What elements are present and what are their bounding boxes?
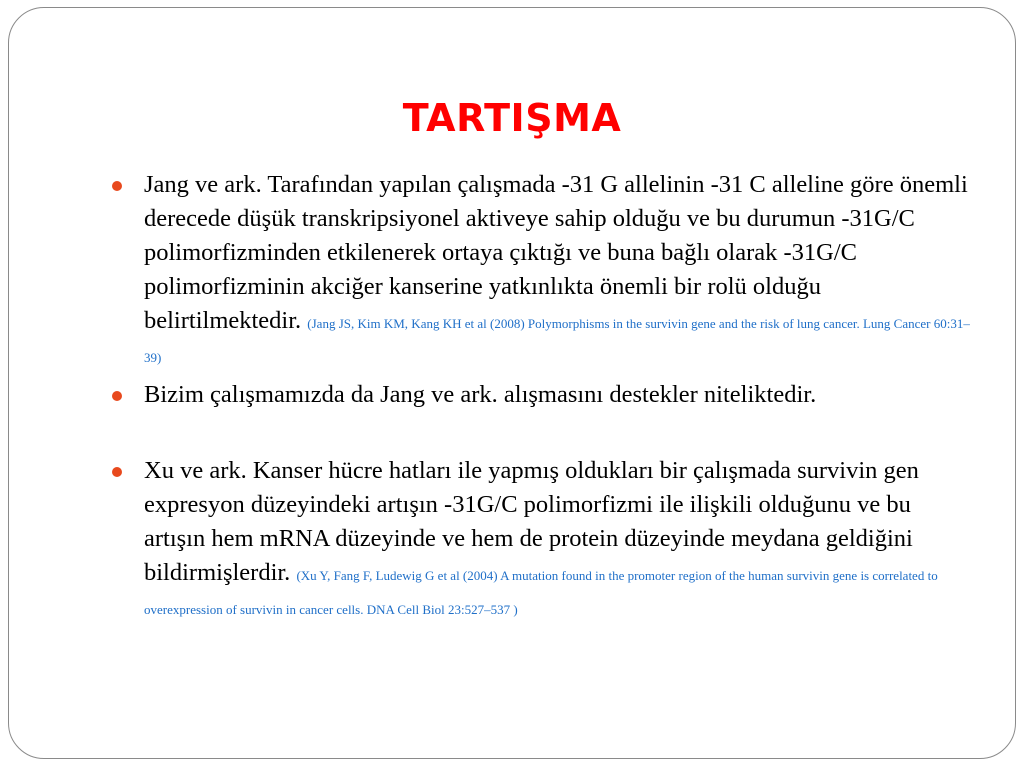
bullet-dot-icon — [112, 391, 122, 401]
bullet-list — [112, 168, 970, 630]
bullet-item-2 — [112, 378, 970, 412]
citation-text: (Xu Y, Fang F, Ludewig G et al (2004) A mutation found in the promoter region of the human survivin gene is correlated to overexpression of survivin in cancer cells. DNA Cell Biol 23:527–537 ) — [144, 568, 938, 617]
bullet-item-3 — [112, 454, 970, 624]
bullet-text: Jang ve ark. Tarafından yapılan çalışmada -31 G allelinin -31 C alleline göre önemli derecede düşük transkripsiyonel aktiveye sahip olduğu ve bu durumun -31G/C polimorfizminden etkilenerek ortaya çıktığı ve buna bağlı olarak -31G/C polimorfizminin akciğer kanserine yatkınlıkta önemli bir rolü olduğu belirtilmektedir. — [144, 171, 968, 334]
bullet-text: Xu ve ark. Kanser hücre hatları ile yapmış oldukları bir çalışmada survivin gen expresyon düzeyindeki artışın -31G/C polimorfizmi ile ilişkili olduğunu ve bu artışın hem mRNA düzeyinde ve hem de protein düzeyinde meydana geldiğini bildirmişlerdir. — [144, 457, 919, 586]
bullet-item-1 — [112, 168, 970, 372]
bullet-dot-icon — [112, 181, 122, 191]
citation-text: (Jang JS, Kim KM, Kang KH et al (2008) Polymorphisms in the survivin gene and the risk of lung cancer. Lung Cancer 60:31–39) — [144, 316, 970, 365]
bullet-text: Bizim çalışmamızda da Jang ve ark. alışmasını destekler niteliktedir. — [144, 381, 817, 408]
slide-title: TARTIŞMA — [402, 96, 622, 140]
bullet-dot-icon — [112, 467, 122, 477]
